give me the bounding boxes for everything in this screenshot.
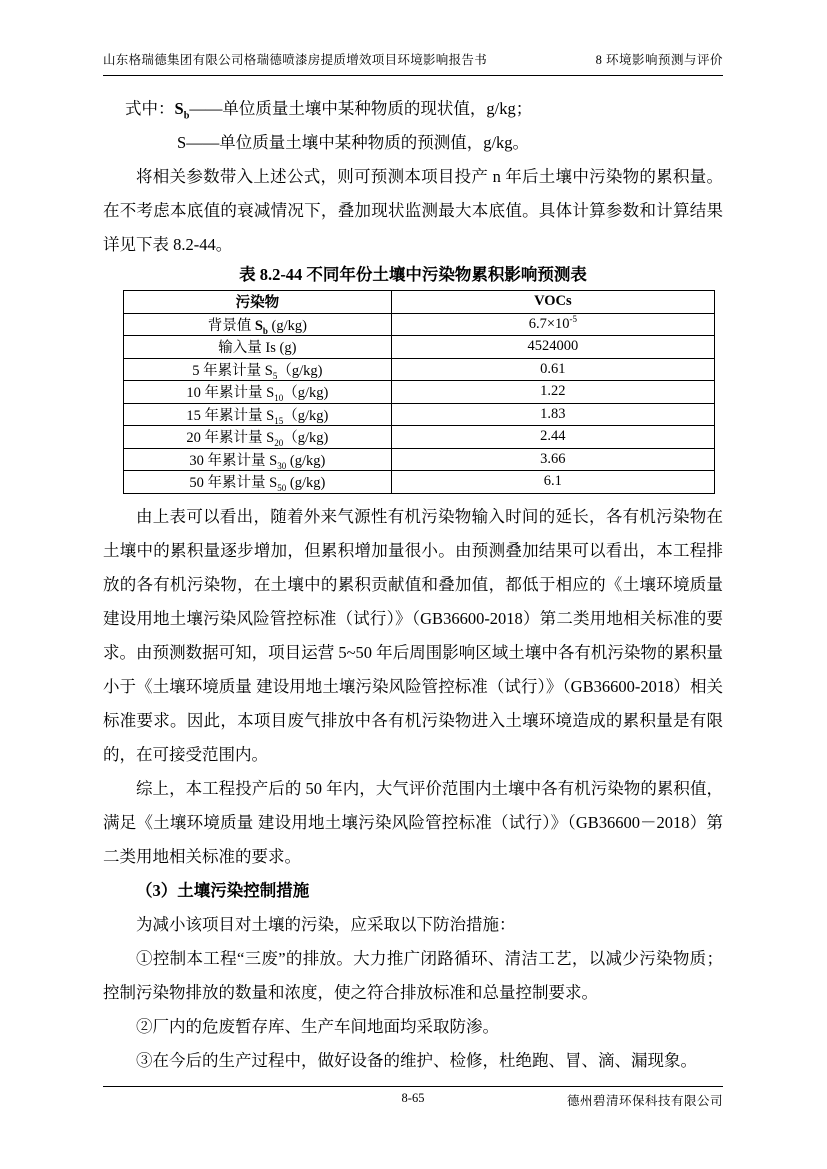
formula-legend-text-2: ——单位质量土壤中某种物质的预测值，g/kg。: [186, 133, 530, 152]
row-value-cell: $6.7\times 10^{-5}$: [391, 313, 714, 336]
formula-legend-line-2: [103, 126, 723, 160]
row-label-cell: 20 年累计量 $S_{20}(g/kg)$: [124, 426, 392, 449]
pollutant-accumulation-table: [123, 290, 715, 494]
paragraph-measure-3: ③在今后的生产过程中，做好设备的维护、检修，杜绝跑、冒、滴、漏现象。: [136, 1050, 697, 1070]
table-row: [124, 381, 715, 404]
symbol-s: S: [177, 133, 187, 152]
page-footer: [103, 1086, 723, 1111]
formula-legend-text-1: ——单位质量土壤中某种物质的现状值，g/kg；: [189, 99, 533, 118]
row-label-cell: 15 年累计量 $S_{15}(g/kg)$: [124, 403, 392, 426]
paragraph-intro: 将相关参数带入上述公式，则可预测本项目投产 n 年后土壤中污染物的累积量。在不考虑本底值的衰减情况下，叠加现状监测最大本底值。具体计算参数和计算结果详见下表 8.2-44。: [103, 167, 723, 254]
section-heading-soil-control: （3）土壤污染控制措施: [136, 880, 310, 900]
table-row: [124, 403, 715, 426]
footer-company-name: 德州碧清环保科技有限公司: [566, 1094, 723, 1108]
table-header-row: [124, 291, 715, 314]
symbol-sb: $S_b$: [174, 99, 190, 122]
row-value-cell: 1.83: [391, 403, 714, 426]
row-label-cell: 10 年累计量 $S_{10}(g/kg)$: [124, 381, 392, 404]
paragraph-measure-1: ①控制本工程“三废”的排放。大力推广闭路循环、清洁工艺，以减少污染物质；控制污染物排放的数量和浓度，使之符合排放标准和总量控制要求。: [103, 948, 723, 1002]
table-row: [124, 426, 715, 449]
row-label-cell: 50 年累计量 $S_{50}$ (g/kg): [124, 471, 392, 494]
formula-legend-prefix: 式中：: [125, 99, 175, 118]
paragraph-conclusion: 综上，本工程投产后的 50 年内，大气评价范围内土壤中各有机污染物的累积值，满足《土壤环境质量 建设用地土壤污染风险管控标准（试行）》（GB36600－2018）第二类用地相关标准的要求。: [103, 778, 723, 866]
row-value-cell: 6.1: [391, 471, 714, 494]
row-label-cell: 5 年累计量 $S_5(g/kg)$: [124, 358, 392, 381]
paragraph-measure-2: ②厂内的危废暂存库、生产车间地面均采取防渗。: [136, 1016, 499, 1036]
table-row: [124, 336, 715, 359]
page-number: 8-65: [401, 1091, 425, 1105]
row-value-cell: 2.44: [391, 426, 714, 449]
header-chapter-title: 8 环境影响预测与评价: [595, 53, 723, 67]
row-label-cell: 30 年累计量 $S_{30}$ (g/kg): [124, 448, 392, 471]
row-value-cell: 3.66: [391, 448, 714, 471]
row-value-cell: 1.22: [391, 381, 714, 404]
row-value-cell: 4524000: [391, 336, 714, 359]
row-label-cell: 背景值 $S_b$ (g/kg): [124, 313, 392, 336]
table-title: 表 8.2-44 不同年份土壤中污染物累积影响预测表: [239, 265, 587, 284]
paragraph-analysis: 由上表可以看出，随着外来气源性有机污染物输入时间的延长，各有机污染物在土壤中的累积量逐步增加，但累积增加量很小。由预测叠加结果可以看出，本工程排放的各有机污染物，在土壤中的累积贡献值和叠加值，都低于相应的《土壤环境质量 建设用地土壤污染风险管控标准（试行）》（GB36600-2018）第二类用地相关标准的要求。由预测数据可知，项目运营 5~50 年后周围影响区域土壤中各有机污染物的累积量小于《土壤环境质量 建设用地土壤污染风险管控标准（试行）》（GB36600-2018）相关标准要求。因此，本项目废气排放中各有机污染物进入土壤环境造成的累积量是有限的，在可接受范围内。: [103, 506, 723, 764]
row-value-cell: 0.61: [391, 358, 714, 381]
table-row: [124, 471, 715, 494]
page-header: [103, 50, 723, 76]
table-row: [124, 313, 715, 336]
header-report-title: 山东格瑞德集团有限公司格瑞德喷漆房提质增效项目环境影响报告书: [103, 53, 488, 67]
table-row: [124, 448, 715, 471]
table-row: [124, 358, 715, 381]
col-header-vocs: VOCs: [391, 291, 714, 314]
document-body: [103, 92, 723, 1078]
paragraph-measures-intro: 为减小该项目对土壤的污染，应采取以下防治措施：: [136, 914, 516, 934]
col-header-pollutant: 污染物: [124, 291, 392, 314]
formula-legend-line-1: [103, 92, 723, 126]
row-label-cell: 输入量 Is (g): [124, 336, 392, 359]
